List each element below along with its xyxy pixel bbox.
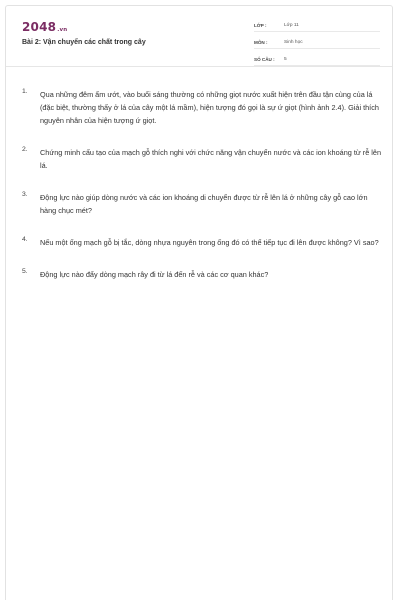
- meta-value-class: Lớp 11: [284, 23, 299, 28]
- question-text: Động lực nào đẩy dòng mạch rây đi từ lá đến rễ và các cơ quan khác?: [40, 270, 269, 279]
- question-number: 3.: [22, 191, 28, 198]
- worksheet-meta: [254, 17, 380, 68]
- worksheet-header: [6, 6, 392, 67]
- logo-suffix: .vn: [57, 27, 68, 33]
- question-item: [22, 236, 382, 249]
- question-item: [22, 191, 382, 217]
- question-text: Nếu một ống mạch gỗ bị tắc, dòng nhựa nguyên trong ống đó có thể tiếp tục đi lên được không? Vì sao?: [40, 238, 379, 247]
- meta-label-question-count: SỐ CÂU :: [254, 57, 275, 62]
- site-logo[interactable]: [22, 20, 67, 34]
- meta-value-question-count: 5: [284, 57, 287, 62]
- question-text: Động lực nào giúp dòng nước và các ion khoáng di chuyển được từ rễ lên lá ở những cây gỗ cao lớn hàng chục mét?: [40, 193, 368, 215]
- meta-row-class: [254, 17, 380, 32]
- meta-label-subject: MÔN :: [254, 40, 268, 45]
- logo-main: 2048: [22, 20, 57, 34]
- worksheet-page: [5, 5, 393, 600]
- meta-label-class: LỚP :: [254, 23, 267, 28]
- question-list: [22, 88, 382, 300]
- lesson-title: Bài 2: Vận chuyển các chất trong cây: [22, 39, 146, 46]
- question-text: Chứng minh cấu tạo của mạch gỗ thích nghi với chức năng vận chuyển nước và các ion khoáng từ rễ lên lá.: [40, 148, 382, 170]
- question-item: [22, 146, 382, 172]
- meta-row-question-count: [254, 51, 380, 66]
- meta-value-subject: Sinh học: [284, 40, 303, 45]
- question-number: 5.: [22, 268, 28, 275]
- question-item: [22, 88, 382, 127]
- question-number: 1.: [22, 88, 28, 95]
- question-number: 4.: [22, 236, 28, 243]
- question-number: 2.: [22, 146, 28, 153]
- question-text: Qua những đêm ẩm ướt, vào buổi sáng thường có những giọt nước xuất hiện trên đầu tận cùng của lá (đặc biệt, thường thấy ở lá của cây một lá mầm), hiện tượng đó gọi là sự ứ giọt (hình ảnh 2.4). Giải thích nguyên nhân của hiện tượng ứ giọt.: [40, 90, 379, 125]
- question-item: [22, 268, 382, 281]
- meta-row-subject: [254, 34, 380, 49]
